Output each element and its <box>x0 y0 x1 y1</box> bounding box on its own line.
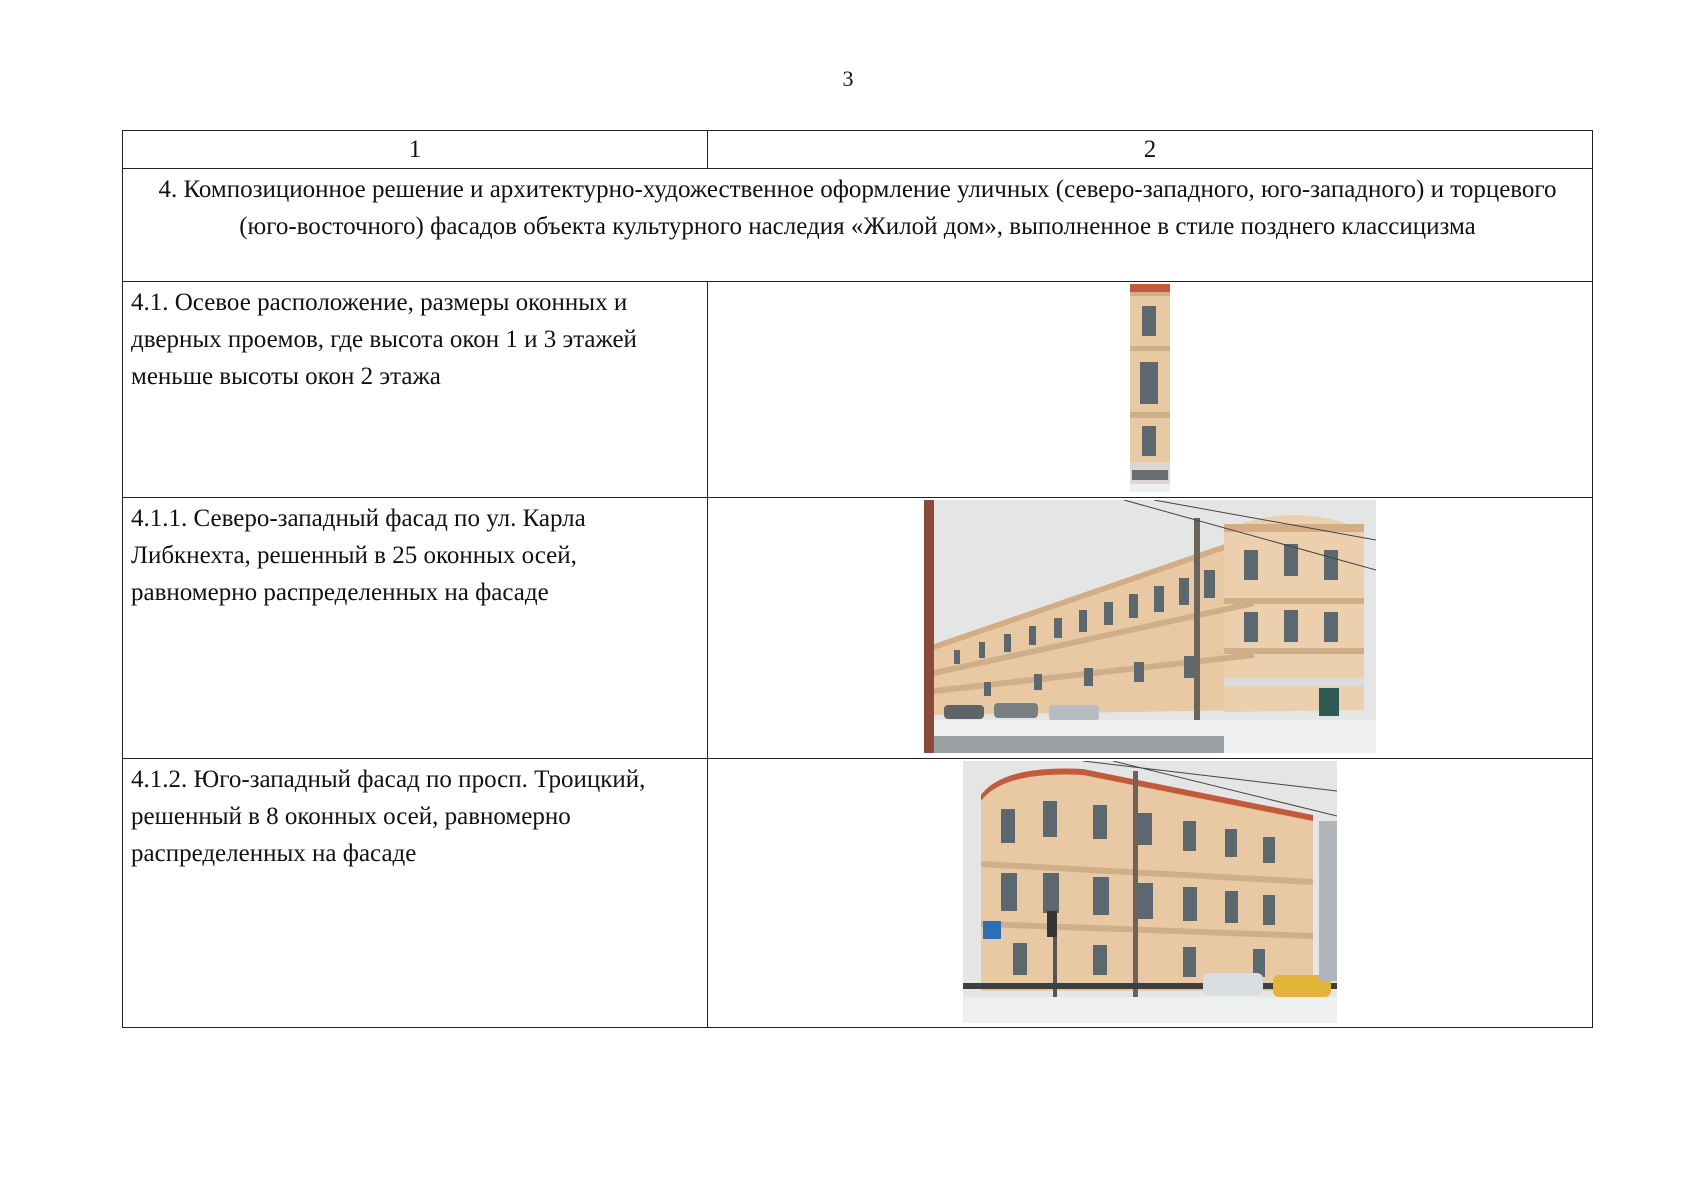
facade-strip-photo <box>1130 284 1170 492</box>
table-row <box>123 498 1593 759</box>
table-row <box>123 282 1593 498</box>
row-photo-cell <box>708 498 1593 759</box>
section-title: 4. Композиционное решение и архитектурно-художественное оформление уличных (северо-западного, юго-западного) и торцевого (юго-восточного) фасадов объекта культурного наследия «Жилой дом», выполненное в стиле позднего классицизма <box>123 169 1593 282</box>
row-description: 4.1.1. Северо-западный фасад по ул. Карла Либкнехта, решенный в 25 оконных осей, равномерно распределенных на фасаде <box>123 498 708 759</box>
row-description: 4.1.2. Юго-западный фасад по просп. Троицкий, решенный в 8 оконных осей, равномерно распределенных на фасаде <box>123 759 708 1028</box>
column-header-1: 1 <box>123 131 708 169</box>
row-photo-cell <box>708 759 1593 1028</box>
row-description: 4.1. Осевое расположение, размеры оконных и дверных проемов, где высота окон 1 и 3 этажей меньше высоты окон 2 этажа <box>123 282 708 498</box>
southwest-facade-photo <box>963 761 1337 1023</box>
monument-description-table <box>122 130 1593 1028</box>
section-row <box>123 169 1593 282</box>
page-number: 3 <box>842 66 854 91</box>
northwest-facade-photo <box>924 500 1376 753</box>
column-header-2: 2 <box>708 131 1593 169</box>
column-header-row <box>123 131 1593 169</box>
table-row <box>123 759 1593 1028</box>
row-photo-cell <box>708 282 1593 498</box>
